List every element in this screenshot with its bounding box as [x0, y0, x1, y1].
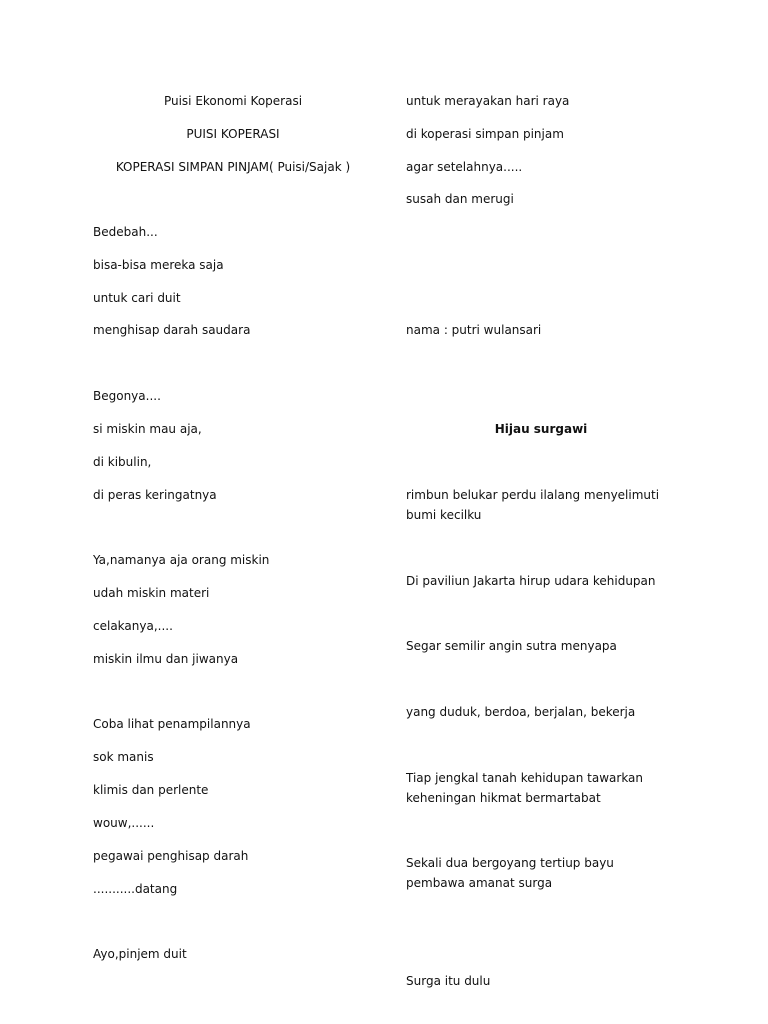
- page-title: Puisi Ekonomi Koperasi: [163, 94, 303, 108]
- poem-line: bisa-bisa mereka saja: [93, 258, 224, 272]
- poem-line: pegawai penghisap darah: [93, 849, 249, 863]
- poem-line: Bedebah...: [93, 225, 158, 239]
- poem-line: untuk cari duit: [93, 291, 181, 305]
- poem-title: Hijau surgawi: [494, 422, 588, 436]
- poem-line: menghisap darah saudara: [93, 323, 251, 337]
- poem-heading: PUISI KOPERASI: [186, 127, 280, 141]
- poem-line: miskin ilmu dan jiwanya: [93, 652, 239, 666]
- poem-line: klimis dan perlente: [93, 783, 209, 797]
- poem-line: wouw,......: [93, 816, 155, 830]
- poem-title: KOPERASI SIMPAN PINJAM( Puisi/Sajak ): [115, 160, 351, 174]
- poem-line: di kibulin,: [93, 455, 152, 469]
- poem-line: di koperasi simpan pinjam: [406, 127, 564, 141]
- author-name: nama : putri wulansari: [406, 323, 542, 337]
- poem-line: si miskin mau aja,: [93, 422, 202, 436]
- poem-line: Begonya....: [93, 389, 161, 403]
- poem-line: celakanya,....: [93, 619, 173, 633]
- poem-line: untuk merayakan hari raya: [406, 94, 570, 108]
- poem-line: Ayo,pinjem duit: [93, 947, 187, 961]
- poem-line: Sekali dua bergoyang tertiup bayu pembawa amanat surga: [406, 856, 614, 890]
- poem-line: Segar semilir angin sutra menyapa: [406, 639, 617, 653]
- poem-line: Ya,namanya aja orang miskin: [93, 553, 270, 567]
- poem-line: ...........datang: [93, 882, 178, 896]
- poem-line: sok manis: [93, 750, 154, 764]
- poem-line: Di paviliun Jakarta hirup udara kehidupan: [406, 574, 656, 588]
- poem-line: Surga itu dulu: [406, 974, 491, 988]
- poem-line: rimbun belukar perdu ilalang menyelimuti bumi kecilku: [406, 488, 660, 522]
- poem-line: agar setelahnya.....: [406, 160, 523, 174]
- poem-line: Coba lihat penampilannya: [93, 717, 251, 731]
- poem-line: Tiap jengkal tanah kehidupan tawarkan keheningan hikmat bermartabat: [406, 771, 644, 805]
- poem-line: susah dan merugi: [406, 192, 514, 206]
- poem-line: di peras keringatnya: [93, 488, 217, 502]
- poem-line: yang duduk, berdoa, berjalan, bekerja: [406, 705, 636, 719]
- poem-line: udah miskin materi: [93, 586, 210, 600]
